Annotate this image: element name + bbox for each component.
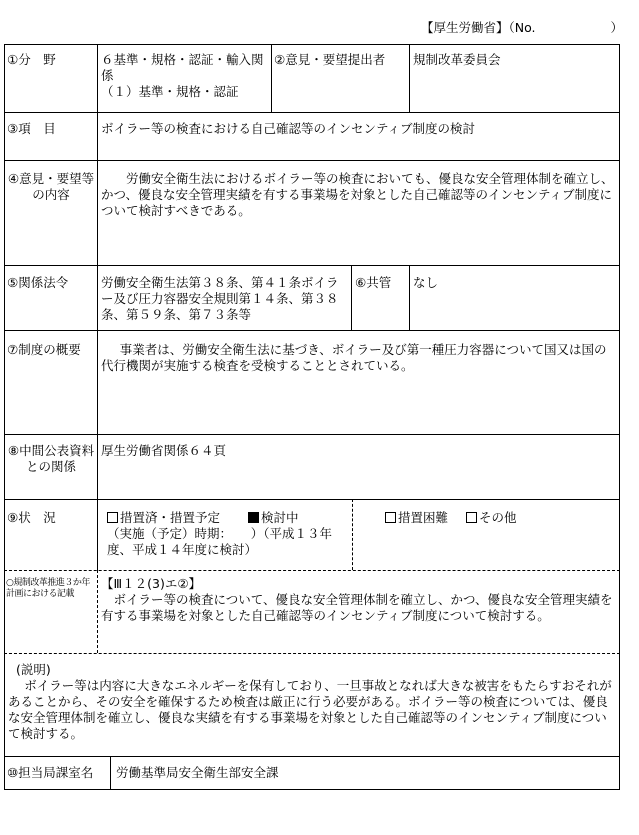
explanation-title: (説明) (16, 662, 51, 677)
explanation-body: ボイラー等は内容に大きなエネルギーを保有しており、一旦事故となれば大きな被害をもたらすおそれがあることから、その安全を確保するため検査は厳正に行う必要がある。ボイラー等の検査については、優良な安全管理体制を確立し、優良な実績を有する事業場を対象とした自己確認等のインセンティブ制度について検討する。 (8, 678, 612, 741)
row-divider-dashed (4, 653, 620, 654)
status-options-right (385, 510, 615, 526)
field-label-category: ①分 野 (7, 52, 56, 67)
row-divider (4, 789, 620, 790)
status-options-left (107, 510, 349, 558)
status-option-label: 措置困難 (398, 510, 449, 525)
status-option-implemented[interactable] (107, 510, 224, 525)
jurisdiction-value: なし (413, 275, 439, 290)
status-option-label: 検討中 (261, 510, 299, 525)
field-label-item: ③項 目 (7, 121, 56, 136)
field-label-status: ⑨状 況 (7, 510, 56, 525)
row-divider (4, 756, 620, 757)
cell-divider (351, 265, 352, 330)
status-option-label: その他 (479, 510, 517, 525)
plan-content (101, 576, 617, 624)
checkbox-unchecked-icon[interactable] (385, 512, 396, 523)
plan-value: ボイラー等の検査について、優良な安全管理体制を確立し、かつ、優良な安全管理実績を有する事業場を対象とした自己確認等のインセンティブ制度について検討する。 (101, 592, 613, 623)
field-label-request: ④意見・要望等の内容 (7, 171, 95, 202)
status-schedule: （実施（予定）時期： ）（平成１３年度、平成１４年度に検討） (107, 526, 333, 557)
request-value: 労働安全衛生法におけるボイラー等の検査においても、優良な安全管理体制を確立し、かつ、優良な安全管理実績を有する事業場を対象とした自己確認等のインセンティブ制度について検討すべきである。 (101, 171, 614, 218)
ministry-header: 【厚生労働省】（No. ） (421, 20, 624, 35)
status-option-reviewing[interactable] (248, 510, 299, 525)
interim-value: 厚生労働省関係６４頁 (101, 443, 227, 458)
label-column-divider-dashed (97, 570, 98, 653)
checkbox-unchecked-icon[interactable] (466, 512, 477, 523)
field-label-laws: ⑤関係法令 (7, 275, 69, 290)
category-value-sub: （１）基準・規格・認証 (101, 84, 239, 99)
status-option-label: 措置済・措置予定 (120, 510, 221, 525)
laws-value: 労働安全衛生法第３８条、第４１条ボイラー及び圧力容器安全規則第１４条、第３８条、第５９条、第７３条等 (101, 275, 339, 322)
cell-divider (409, 265, 410, 330)
field-label-department: ⑩担当局課室名 (7, 765, 94, 780)
table-border-right (619, 44, 620, 789)
overview-value: 事業者は、労働安全衛生法に基づき、ボイラー及び第一種圧力容器について国又は国の代行機関が実施する検査を受検することとされている。 (101, 342, 607, 373)
status-option-difficult[interactable] (385, 510, 452, 525)
explanation-section (8, 662, 618, 742)
table-border-left (4, 44, 5, 789)
field-label-submitter: ②意見・要望提出者 (274, 52, 386, 67)
label-column-divider (97, 44, 98, 571)
field-label-overview: ⑦制度の概要 (7, 342, 81, 357)
cell-divider (271, 44, 272, 112)
cell-divider (409, 44, 410, 112)
checkbox-checked-icon[interactable] (248, 512, 259, 523)
checkbox-unchecked-icon[interactable] (107, 512, 118, 523)
field-label-jurisdiction: ⑥共管 (355, 275, 392, 290)
field-label-plan: ○規制改革推進３か年計画における記載 (6, 578, 90, 599)
category-value (101, 52, 269, 100)
category-value-main: ６基準・規格・認証・輸入関係 (101, 52, 264, 83)
department-value: 労働基準局安全衛生部安全課 (116, 765, 279, 780)
status-divider-dashed (352, 499, 353, 570)
field-label-interim: ⑧中間公表資料との関係 (7, 443, 95, 474)
submitter-value: 規制改革委員会 (413, 52, 501, 67)
status-option-other[interactable] (466, 510, 517, 525)
item-value: ボイラー等の検査における自己確認等のインセンティブ制度の検討 (101, 121, 476, 136)
label-column-divider (110, 756, 111, 789)
plan-reference: 【Ⅲ１２(3)エ②】 (101, 576, 202, 591)
